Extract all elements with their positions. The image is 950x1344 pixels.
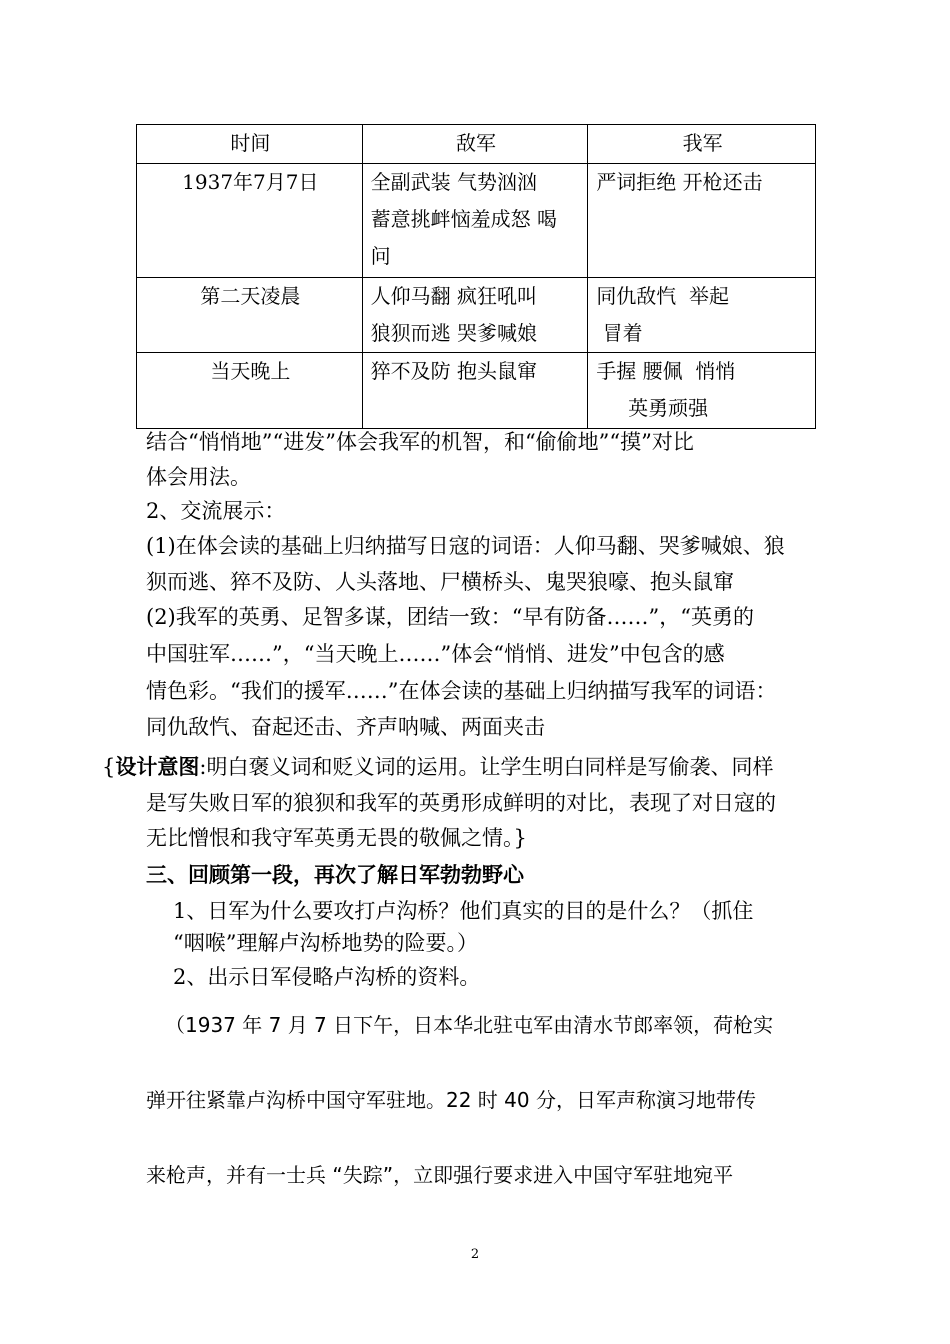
ours-line: 手握 腰佩 悄悄: [596, 359, 736, 383]
body-line: 2、交流展示：: [146, 499, 286, 523]
material-line: 来枪声，并有一士兵 “失踪”，立即强行要求进入中国守军驻地宛平: [146, 1163, 734, 1187]
question-line: 2、出示日军侵略卢沟桥的资料。: [173, 965, 481, 989]
table-row: [137, 278, 816, 353]
design-intent-line: 无比憎恨和我守军英勇无畏的敬佩之情。}: [146, 826, 527, 850]
design-intent-line: 是写失败日军的狼狈和我军的英勇形成鲜明的对比，表现了对日寇的: [146, 791, 776, 815]
ours-line: 同仇敌忾 举起: [596, 284, 730, 308]
body-line: 结合“悄悄地”“进发”体会我军的机智，和“偷偷地”“摸”对比: [146, 430, 694, 454]
header-time: 时间: [137, 125, 363, 164]
design-intent-text: :明白褒义词和贬义词的运用。让学生明白同样是写偷袭、同样: [199, 755, 774, 779]
row-enemy: [362, 278, 588, 353]
enemy-line: 狼狈而逃 哭爹喊娘: [370, 321, 538, 345]
table-row: [137, 164, 816, 278]
material-line: （1937 年 7 月 7 日下午，日本华北驻屯军由清水节郎率领，荷枪实: [165, 1013, 774, 1037]
comparison-table: [136, 124, 816, 429]
body-line: 同仇敌忾、奋起还击、齐声呐喊、两面夹击: [146, 715, 545, 739]
ours-line: 英勇顽强: [596, 396, 709, 420]
page-number: 2: [470, 1247, 480, 1262]
body-line: 情色彩。“我们的援军……”在体会读的基础上归纳描写我军的词语：: [146, 679, 777, 703]
header-enemy: 敌军: [362, 125, 588, 164]
body-line: 狈而逃、猝不及防、人头落地、尸横桥头、鬼哭狼嚎、抱头鼠窜: [146, 570, 734, 594]
section-heading: 三、回顾第一段，再次了解日军勃勃野心: [146, 862, 524, 887]
enemy-line: 全副武装 气势汹汹: [370, 170, 538, 194]
ours-line: 严词拒绝 开枪还击: [596, 170, 763, 194]
row-time: 当天晚上: [137, 353, 363, 429]
enemy-line: 问: [370, 244, 391, 268]
table-header-row: [137, 125, 816, 164]
row-time: 1937年7月7日: [137, 164, 363, 278]
row-ours: [588, 164, 816, 278]
enemy-line: 人仰马翻 疯狂吼叫: [370, 284, 538, 308]
enemy-line: 蓄意挑衅恼羞成怒 喝: [370, 207, 558, 231]
enemy-line: 猝不及防 抱头鼠窜: [370, 359, 538, 383]
design-open-brace: {: [102, 755, 116, 779]
body-line: (1)在体会读的基础上归纳描写日寇的词语：人仰马翻、哭爹喊娘、狼: [146, 534, 785, 558]
row-enemy: [362, 164, 588, 278]
row-ours: [588, 353, 816, 429]
row-ours: [588, 278, 816, 353]
row-enemy: [362, 353, 588, 429]
ours-line: 冒着: [596, 321, 643, 345]
question-line: 1、日军为什么要攻打卢沟桥？他们真实的目的是什么？（抓住: [173, 899, 754, 923]
material-line: 弹开往紧靠卢沟桥中国守军驻地。22 时 40 分，日军声称演习地带传: [146, 1088, 756, 1112]
body-line: 中国驻军……”，“当天晚上……”体会“悄悄、进发”中包含的感: [146, 642, 725, 666]
table-row: [137, 353, 816, 429]
body-line: 体会用法。: [146, 465, 251, 489]
row-time: 第二天凌晨: [137, 278, 363, 353]
header-ours: 我军: [588, 125, 816, 164]
design-intent-label: 设计意图: [115, 754, 200, 779]
question-line: “咽喉”理解卢沟桥地势的险要。）: [173, 931, 478, 955]
body-line: (2)我军的英勇、足智多谋，团结一致：“早有防备……”，“英勇的: [146, 605, 754, 629]
design-intent-line: [102, 752, 773, 782]
